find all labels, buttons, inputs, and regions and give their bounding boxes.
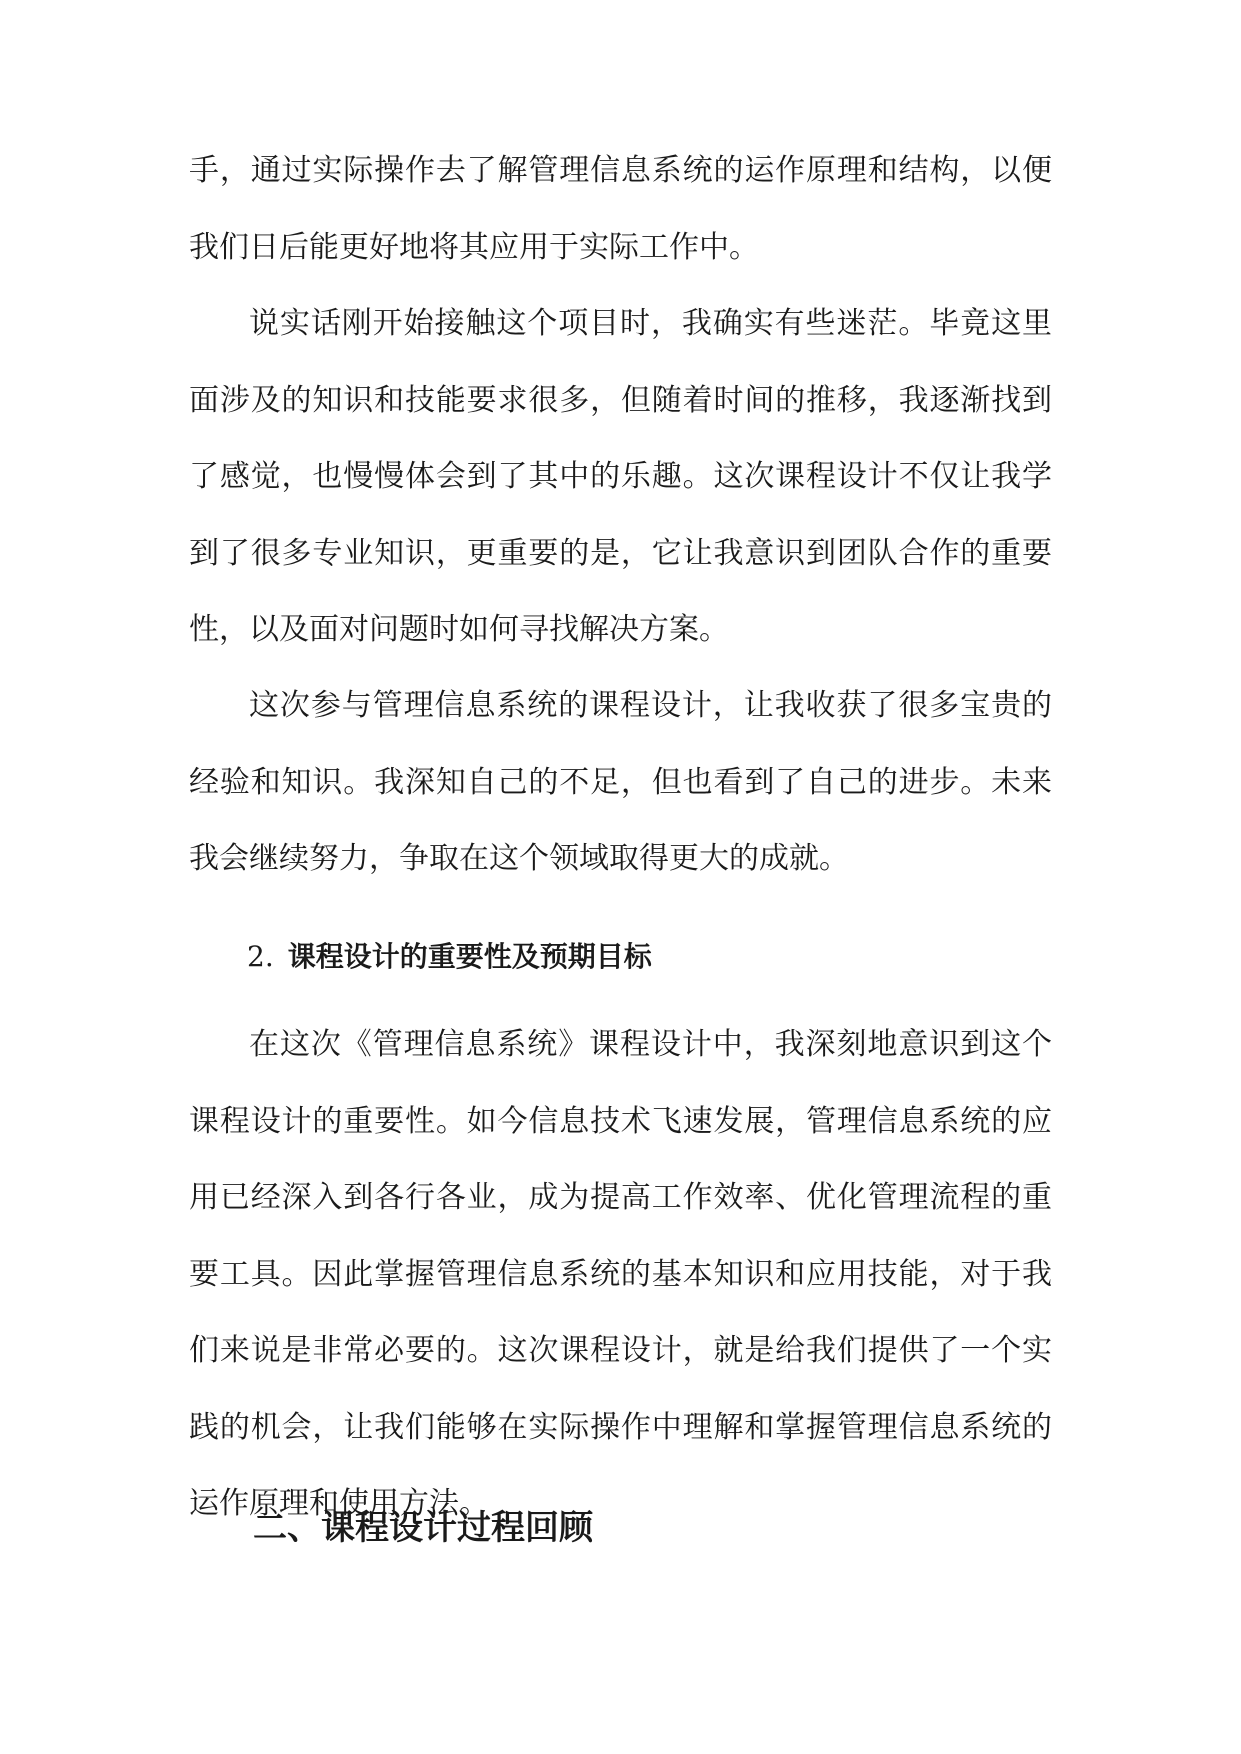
paragraph-summary: 这次参与管理信息系统的课程设计，让我收获了很多宝贵的经验和知识。我深知自己的不足，但也看到了自己的进步。未来我会继续努力，争取在这个领域取得更大的成就。 [189, 688, 1052, 876]
section-number: 2. [247, 940, 274, 973]
paragraph-importance: 在这次《管理信息系统》课程设计中，我深刻地意识到这个课程设计的重要性。如今信息技术飞速发展，管理信息系统的应用已经深入到各行各业，成为提高工作效率、优化管理流程的重要工具。因此掌握管理信息系统的基本知识和应用技能，对于我们来说是非常必要的。这次课程设计，就是给我们提供了一个实践的机会，让我们能够在实际操作中理解和掌握管理信息系统的运作原理和使用方法。 [189, 1027, 1052, 1521]
paragraph-project-reflection: 说实话刚开始接触这个项目时，我确实有些迷茫。毕竟这里面涉及的知识和技能要求很多，但随着时间的推移，我逐渐找到了感觉，也慢慢体会到了其中的乐趣。这次课程设计不仅让我学到了很多专业知识，更重要的是，它让我意识到团队合作的重要性，以及面对问题时如何寻找解决方案。 [189, 306, 1052, 647]
section-heading [247, 935, 652, 975]
paragraph-continuation: 手，通过实际操作去了解管理信息系统的运作原理和结构，以便我们日后能更好地将其应用于实际工作中。 [189, 153, 1052, 265]
chapter-heading: 二、课程设计过程回顾 [253, 1508, 593, 1548]
section-title: 课程设计的重要性及预期目标 [287, 940, 652, 973]
